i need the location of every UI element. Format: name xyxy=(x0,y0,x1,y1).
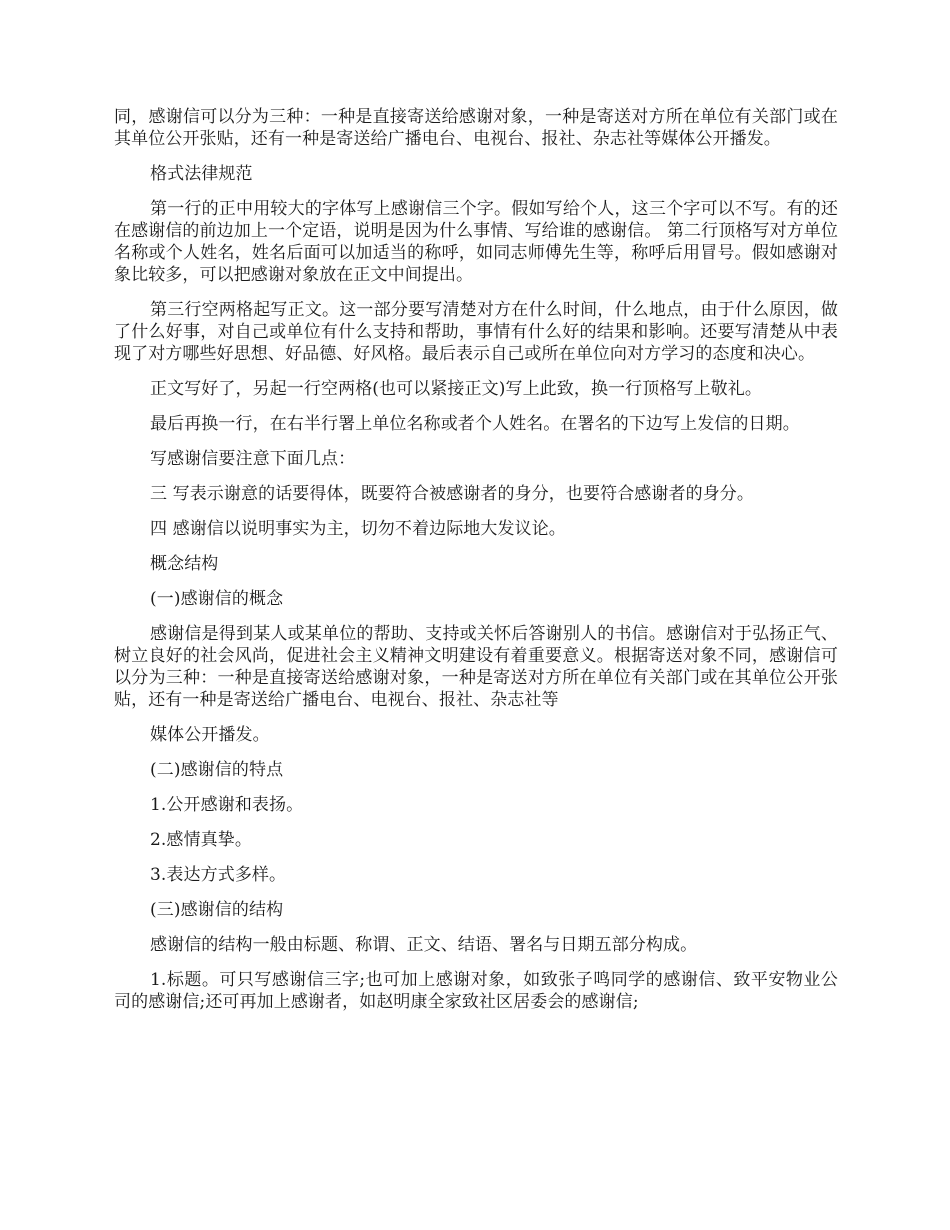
paragraph-16: 2.感情真挚。 xyxy=(150,830,252,850)
paragraph-9: 四 感谢信以说明事实为主，切勿不着边际地大发议论。 xyxy=(150,519,566,539)
paragraph-3: 第一行的正中用较大的字体写上感谢信三个字。假如写给个人，这三个字可以不写。有的还在感谢信的前边加上一个定语，说明是因为什么事情、写给谁的感谢信。 第二行顶格写对方单位名称或个人姓名，姓名后面可以加适当的称呼，如同志师傅先生等，称呼后用冒号。假如感谢对象比较多，可以把感谢对象放在正文中间提出。 xyxy=(114,199,838,285)
paragraph-10: 概念结构 xyxy=(150,554,219,574)
paragraph-7: 写感谢信要注意下面几点： xyxy=(150,449,356,469)
document-page xyxy=(114,106,838,1026)
paragraph-17: 3.表达方式多样。 xyxy=(150,865,287,885)
paragraph-19: 感谢信的结构一般由标题、称谓、正文、结语、署名与日期五部分构成。 xyxy=(150,935,698,955)
paragraph-12: 感谢信是得到某人或某单位的帮助、支持或关怀后答谢别人的书信。感谢信对于弘扬正气、树立良好的社会风尚，促进社会主义精神文明建设有着重要意义。根据寄送对象不同，感谢信可以分为三种：一种是直接寄送给感谢对象，一种是寄送对方所在单位有关部门或在其单位公开张贴，还有一种是寄送给广播电台、电视台、报社、杂志社等 xyxy=(114,624,838,710)
paragraph-6: 最后再换一行，在右半行署上单位名称或者个人姓名。在署名的下边写上发信的日期。 xyxy=(150,414,800,434)
paragraph-1: 同，感谢信可以分为三种：一种是直接寄送给感谢对象，一种是寄送对方所在单位有关部门或在其单位公开张贴，还有一种是寄送给广播电台、电视台、报社、杂志社等媒体公开播发。 xyxy=(114,107,838,149)
paragraph-11: (一)感谢信的概念 xyxy=(150,589,284,609)
paragraph-15: 1.公开感谢和表扬。 xyxy=(150,795,304,815)
paragraph-4: 第三行空两格起写正文。这一部分要写清楚对方在什么时间，什么地点，由于什么原因，做了什么好事，对自己或单位有什么支持和帮助，事情有什么好的结果和影响。还要写清楚从中表现了对方哪些好思想、好品德、好风格。最后表示自己或所在单位向对方学习的态度和决心。 xyxy=(114,300,838,364)
paragraph-18: (三)感谢信的结构 xyxy=(150,900,284,920)
paragraph-2: 格式法律规范 xyxy=(150,164,253,184)
paragraph-13: 媒体公开播发。 xyxy=(150,725,270,745)
paragraph-14: (二)感谢信的特点 xyxy=(150,760,284,780)
paragraph-5: 正文写好了，另起一行空两格(也可以紧接正文)写上此致，换一行顶格写上敬礼。 xyxy=(150,379,762,399)
paragraph-20: 1.标题。可只写感谢信三字;也可加上感谢对象，如致张子鸣同学的感谢信、致平安物业公司的感谢信;还可再加上感谢者，如赵明康全家致社区居委会的感谢信; xyxy=(114,970,838,1012)
paragraph-8: 三 写表示谢意的话要得体，既要符合被感谢者的身分，也要符合感谢者的身分。 xyxy=(150,484,755,504)
